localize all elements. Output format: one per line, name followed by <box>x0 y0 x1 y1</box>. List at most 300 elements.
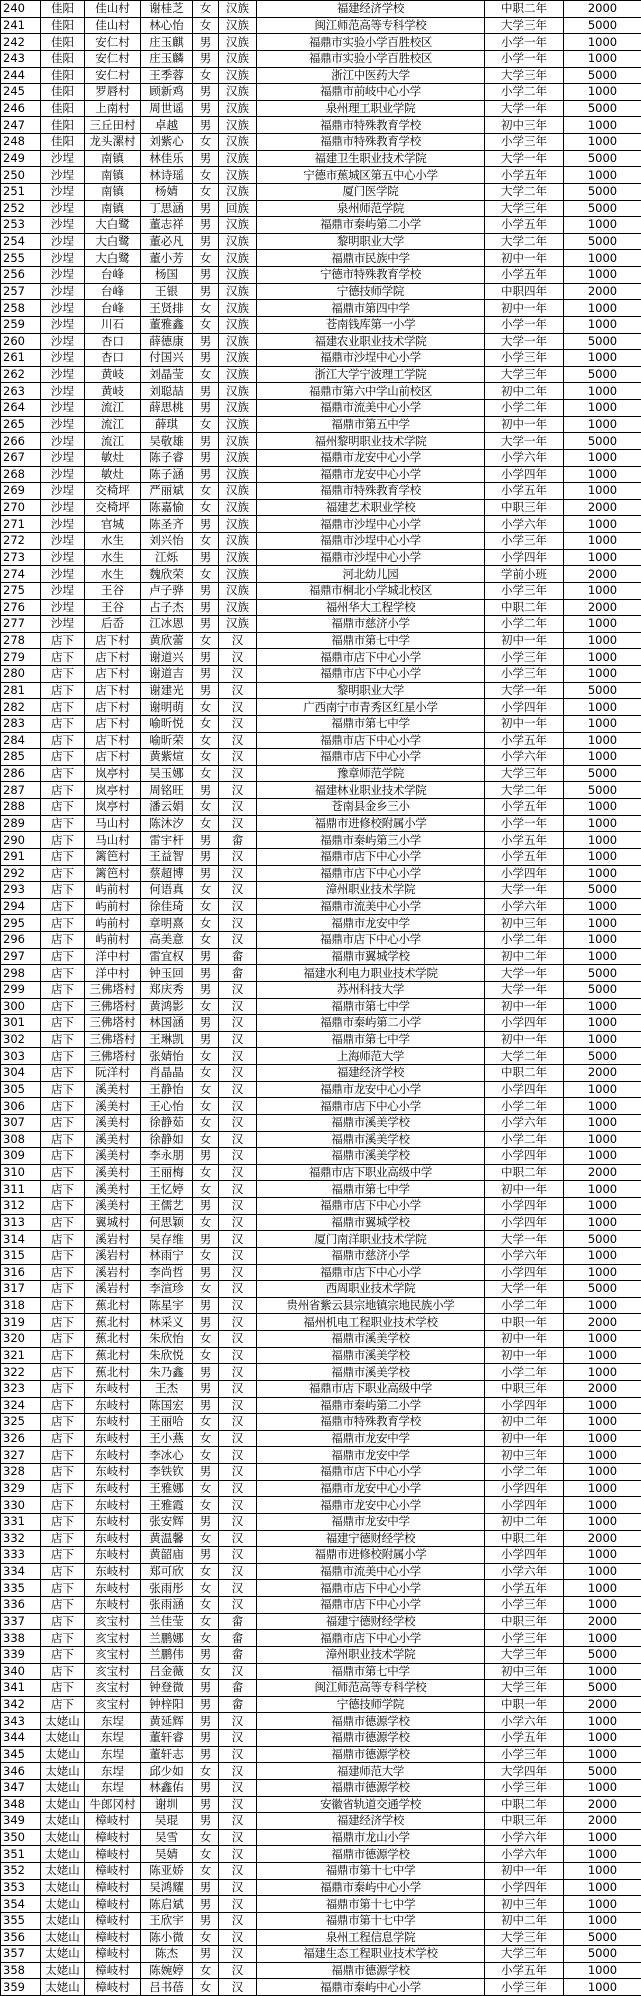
gender-cell: 女 <box>193 300 219 317</box>
row-number: 253 <box>1 217 41 234</box>
amount-cell: 2000 <box>564 1530 641 1547</box>
table-row <box>1 599 641 616</box>
grade-cell: 初中一年 <box>485 998 564 1015</box>
gender-cell: 男 <box>193 1896 219 1913</box>
table-row <box>1 183 641 200</box>
amount-cell: 5000 <box>564 1231 641 1248</box>
gender-cell: 女 <box>193 1214 219 1231</box>
name-cell: 庄玉麒 <box>141 34 193 51</box>
name-cell: 陈子涵 <box>141 466 193 483</box>
village-cell: 蕉北村 <box>85 1331 141 1348</box>
grade-cell: 大学三年 <box>485 1929 564 1946</box>
amount-cell: 1000 <box>564 217 641 234</box>
ethnicity-cell: 汉族 <box>219 167 257 184</box>
amount-cell: 5000 <box>564 1680 641 1697</box>
row-number: 329 <box>1 1480 41 1497</box>
amount-cell: 1000 <box>564 1131 641 1148</box>
village-cell: 安仁村 <box>85 34 141 51</box>
grade-cell: 初中二年 <box>485 948 564 965</box>
table-row <box>1 1547 641 1564</box>
school-cell: 福鼎市龙安中学 <box>257 915 485 932</box>
town-cell: 太姥山 <box>41 1763 85 1780</box>
name-cell: 董志祥 <box>141 217 193 234</box>
village-cell: 亥宝村 <box>85 1613 141 1630</box>
town-cell: 佳阳 <box>41 34 85 51</box>
gender-cell: 女 <box>193 416 219 433</box>
gender-cell: 男 <box>193 1380 219 1397</box>
grade-cell: 中职三年 <box>485 499 564 516</box>
grade-cell: 初中三年 <box>485 1896 564 1913</box>
row-number: 325 <box>1 1414 41 1431</box>
village-cell: 翼城村 <box>85 1214 141 1231</box>
town-cell: 店下 <box>41 1297 85 1314</box>
gender-cell: 男 <box>193 682 219 699</box>
town-cell: 店下 <box>41 799 85 816</box>
table-row <box>1 1331 641 1348</box>
amount-cell: 5000 <box>564 366 641 383</box>
grade-cell: 大学三年 <box>485 765 564 782</box>
gender-cell: 女 <box>193 499 219 516</box>
village-cell: 店下村 <box>85 699 141 716</box>
grade-cell: 初中三年 <box>485 117 564 134</box>
row-number: 353 <box>1 1879 41 1896</box>
town-cell: 店下 <box>41 1164 85 1181</box>
row-number: 303 <box>1 1048 41 1065</box>
table-row <box>1 932 641 949</box>
grade-cell: 大学二年 <box>485 183 564 200</box>
name-cell: 林心怡 <box>141 17 193 34</box>
grade-cell: 小学五年 <box>485 1580 564 1597</box>
table-row <box>1 1464 641 1481</box>
table-row <box>1 1148 641 1165</box>
name-cell: 林雨宁 <box>141 1247 193 1264</box>
grade-cell: 小学四年 <box>485 466 564 483</box>
name-cell: 何语真 <box>141 882 193 899</box>
table-row <box>1 1746 641 1763</box>
village-cell: 东岐村 <box>85 1447 141 1464</box>
school-cell: 豫章师范学院 <box>257 765 485 782</box>
table-row <box>1 1347 641 1364</box>
ethnicity-cell: 汉 <box>219 1447 257 1464</box>
town-cell: 店下 <box>41 1646 85 1663</box>
ethnicity-cell: 汉 <box>219 898 257 915</box>
grade-cell: 大学一年 <box>485 682 564 699</box>
school-cell: 福鼎市桐北小学城北校区 <box>257 582 485 599</box>
row-number: 296 <box>1 932 41 949</box>
village-cell: 亥宝村 <box>85 1696 141 1713</box>
gender-cell: 女 <box>193 1098 219 1115</box>
gender-cell: 男 <box>193 1680 219 1697</box>
village-cell: 佳山村 <box>85 17 141 34</box>
village-cell: 黄岐 <box>85 383 141 400</box>
table-row <box>1 1613 641 1630</box>
name-cell: 丁思涵 <box>141 200 193 217</box>
school-cell: 黎明职业大学 <box>257 233 485 250</box>
school-cell: 浙江中医药大学 <box>257 67 485 84</box>
gender-cell: 女 <box>193 715 219 732</box>
school-cell: 福鼎市沙埕中心小学 <box>257 516 485 533</box>
village-cell: 杏口 <box>85 350 141 367</box>
grade-cell: 小学二年 <box>485 1464 564 1481</box>
table-row <box>1 283 641 300</box>
gender-cell: 男 <box>193 649 219 666</box>
school-cell: 福鼎市第七中学 <box>257 632 485 649</box>
ethnicity-cell: 汉族 <box>219 566 257 583</box>
gender-cell: 女 <box>193 1414 219 1431</box>
table-row <box>1 1563 641 1580</box>
town-cell: 店下 <box>41 1580 85 1597</box>
row-number: 264 <box>1 400 41 417</box>
village-cell: 樟岐村 <box>85 1946 141 1963</box>
row-number: 260 <box>1 333 41 350</box>
village-cell: 溪美村 <box>85 1081 141 1098</box>
ethnicity-cell: 汉 <box>219 865 257 882</box>
gender-cell: 男 <box>193 616 219 633</box>
name-cell: 陈启斌 <box>141 1896 193 1913</box>
name-cell: 谢建光 <box>141 682 193 699</box>
gender-cell: 女 <box>193 882 219 899</box>
town-cell: 店下 <box>41 1031 85 1048</box>
village-cell: 官城 <box>85 516 141 533</box>
ethnicity-cell: 汉 <box>219 1912 257 1929</box>
table-row <box>1 1181 641 1198</box>
town-cell: 店下 <box>41 1464 85 1481</box>
village-cell: 马山村 <box>85 815 141 832</box>
row-number: 345 <box>1 1746 41 1763</box>
village-cell: 流江 <box>85 400 141 417</box>
grade-cell: 小学二年 <box>485 1297 564 1314</box>
village-cell: 篱笆村 <box>85 865 141 882</box>
village-cell: 水生 <box>85 566 141 583</box>
table-row <box>1 749 641 766</box>
school-cell: 福鼎市秦屿第二小学 <box>257 217 485 234</box>
village-cell: 东埕 <box>85 1763 141 1780</box>
ethnicity-cell: 汉 <box>219 1214 257 1231</box>
grade-cell: 中职二年 <box>485 1530 564 1547</box>
ethnicity-cell: 畲 <box>219 965 257 982</box>
amount-cell: 5000 <box>564 965 641 982</box>
town-cell: 佳阳 <box>41 17 85 34</box>
school-cell: 福鼎市翼城学校 <box>257 1214 485 1231</box>
gender-cell: 男 <box>193 433 219 450</box>
amount-cell: 5000 <box>564 100 641 117</box>
school-cell: 福鼎市第十七中学 <box>257 1896 485 1913</box>
table-row <box>1 1680 641 1697</box>
amount-cell: 1000 <box>564 50 641 67</box>
town-cell: 店下 <box>41 1397 85 1414</box>
village-cell: 店下村 <box>85 715 141 732</box>
name-cell: 邱少如 <box>141 1763 193 1780</box>
name-cell: 王静怡 <box>141 1081 193 1098</box>
row-number: 316 <box>1 1264 41 1281</box>
town-cell: 店下 <box>41 1447 85 1464</box>
table-row <box>1 1214 641 1231</box>
gender-cell: 女 <box>193 1065 219 1082</box>
grade-cell: 小学一年 <box>485 34 564 51</box>
grade-cell: 小学四年 <box>485 549 564 566</box>
amount-cell: 1000 <box>564 1347 641 1364</box>
gender-cell: 男 <box>193 516 219 533</box>
ethnicity-cell: 汉族 <box>219 366 257 383</box>
amount-cell: 1000 <box>564 1148 641 1165</box>
grade-cell: 小学六年 <box>485 1713 564 1730</box>
table-row <box>1 898 641 915</box>
grade-cell: 大学二年 <box>485 1048 564 1065</box>
ethnicity-cell: 汉族 <box>219 449 257 466</box>
gender-cell: 男 <box>193 466 219 483</box>
name-cell: 徐静茹 <box>141 1114 193 1131</box>
gender-cell: 女 <box>193 1630 219 1647</box>
town-cell: 店下 <box>41 1696 85 1713</box>
row-number: 265 <box>1 416 41 433</box>
town-cell: 佳阳 <box>41 67 85 84</box>
name-cell: 钟登微 <box>141 1680 193 1697</box>
gender-cell: 女 <box>193 1 219 18</box>
grade-cell: 大学一年 <box>485 882 564 899</box>
amount-cell: 5000 <box>564 765 641 782</box>
table-row <box>1 1430 641 1447</box>
school-cell: 福鼎市沙埕中心小学 <box>257 533 485 550</box>
ethnicity-cell: 汉 <box>219 1231 257 1248</box>
gender-cell: 女 <box>193 316 219 333</box>
row-number: 356 <box>1 1929 41 1946</box>
gender-cell: 女 <box>193 1480 219 1497</box>
school-cell: 福鼎市德源学校 <box>257 1730 485 1747</box>
village-cell: 溪岩村 <box>85 1264 141 1281</box>
gender-cell: 男 <box>193 383 219 400</box>
grade-cell: 中职四年 <box>485 283 564 300</box>
ethnicity-cell: 汉 <box>219 815 257 832</box>
town-cell: 店下 <box>41 948 85 965</box>
gender-cell: 男 <box>193 1796 219 1813</box>
town-cell: 佳阳 <box>41 50 85 67</box>
table-row <box>1 1480 641 1497</box>
row-number: 324 <box>1 1397 41 1414</box>
town-cell: 店下 <box>41 882 85 899</box>
village-cell: 亥宝村 <box>85 1646 141 1663</box>
village-cell: 东岐村 <box>85 1513 141 1530</box>
grade-cell: 大学二年 <box>485 233 564 250</box>
village-cell: 三佛塔村 <box>85 1031 141 1048</box>
school-cell: 福鼎市店下职业高级中学 <box>257 1164 485 1181</box>
table-row <box>1 416 641 433</box>
gender-cell: 女 <box>193 1497 219 1514</box>
row-number: 263 <box>1 383 41 400</box>
name-cell: 顾新鸡 <box>141 84 193 101</box>
ethnicity-cell: 汉 <box>219 1148 257 1165</box>
school-cell: 福建水利电力职业技术学院 <box>257 965 485 982</box>
table-row <box>1 134 641 151</box>
town-cell: 沙埕 <box>41 549 85 566</box>
gender-cell: 女 <box>193 632 219 649</box>
grade-cell: 初中一年 <box>485 1863 564 1880</box>
row-number: 257 <box>1 283 41 300</box>
amount-cell: 1000 <box>564 466 641 483</box>
gender-cell: 男 <box>193 1314 219 1331</box>
gender-cell: 女 <box>193 533 219 550</box>
ethnicity-cell: 汉 <box>219 882 257 899</box>
gender-cell: 男 <box>193 1264 219 1281</box>
school-cell: 闽江师范高等专科学校 <box>257 17 485 34</box>
village-cell: 蕉北村 <box>85 1314 141 1331</box>
row-number: 306 <box>1 1098 41 1115</box>
school-cell: 福鼎市第四中学 <box>257 300 485 317</box>
table-row <box>1 1896 641 1913</box>
gender-cell: 女 <box>193 898 219 915</box>
village-cell: 东岐村 <box>85 1414 141 1431</box>
grade-cell: 小学六年 <box>485 898 564 915</box>
name-cell: 郑庆秀 <box>141 981 193 998</box>
school-cell: 福鼎市沙埕中心小学 <box>257 549 485 566</box>
town-cell: 沙埕 <box>41 466 85 483</box>
ethnicity-cell: 汉 <box>219 749 257 766</box>
school-cell: 福鼎市店下中心小学 <box>257 1597 485 1614</box>
gender-cell: 男 <box>193 1879 219 1896</box>
name-cell: 谢明萌 <box>141 699 193 716</box>
amount-cell: 5000 <box>564 882 641 899</box>
row-number: 246 <box>1 100 41 117</box>
village-cell: 安仁村 <box>85 67 141 84</box>
row-number: 283 <box>1 715 41 732</box>
name-cell: 吴琨 <box>141 1813 193 1830</box>
town-cell: 店下 <box>41 1098 85 1115</box>
amount-cell: 1000 <box>564 1397 641 1414</box>
grade-cell: 初中三年 <box>485 1447 564 1464</box>
table-row <box>1 1912 641 1929</box>
grade-cell: 初中一年 <box>485 416 564 433</box>
gender-cell: 女 <box>193 1181 219 1198</box>
name-cell: 杨国 <box>141 267 193 284</box>
table-row <box>1 34 641 51</box>
amount-cell: 1000 <box>564 815 641 832</box>
name-cell: 董轩睿 <box>141 1730 193 1747</box>
amount-cell: 1000 <box>564 1962 641 1979</box>
table-row <box>1 167 641 184</box>
school-cell: 福鼎市店下中心小学 <box>257 1630 485 1647</box>
ethnicity-cell: 汉 <box>219 715 257 732</box>
grade-cell: 小学三年 <box>485 1630 564 1647</box>
ethnicity-cell: 汉 <box>219 1962 257 1979</box>
amount-cell: 1000 <box>564 1896 641 1913</box>
gender-cell: 女 <box>193 1347 219 1364</box>
name-cell: 何思颖 <box>141 1214 193 1231</box>
ethnicity-cell: 汉族 <box>219 134 257 151</box>
gender-cell: 男 <box>193 1779 219 1796</box>
gender-cell: 女 <box>193 566 219 583</box>
gender-cell: 女 <box>193 1763 219 1780</box>
town-cell: 沙埕 <box>41 250 85 267</box>
town-cell: 太姥山 <box>41 1730 85 1747</box>
amount-cell: 1000 <box>564 1513 641 1530</box>
row-number: 304 <box>1 1065 41 1082</box>
gender-cell: 女 <box>193 1580 219 1597</box>
town-cell: 店下 <box>41 1613 85 1630</box>
name-cell: 雷宇杆 <box>141 832 193 849</box>
table-row <box>1 915 641 932</box>
school-cell: 福鼎市第七中学 <box>257 1031 485 1048</box>
amount-cell: 2000 <box>564 599 641 616</box>
school-cell: 福鼎市店下职业高级中学 <box>257 1380 485 1397</box>
ethnicity-cell: 汉族 <box>219 50 257 67</box>
amount-cell: 1000 <box>564 1713 641 1730</box>
table-row <box>1 533 641 550</box>
school-cell: 广西南宁市青秀区红星小学 <box>257 699 485 716</box>
gender-cell: 男 <box>193 1148 219 1165</box>
row-number: 278 <box>1 632 41 649</box>
amount-cell: 1000 <box>564 1879 641 1896</box>
town-cell: 太姥山 <box>41 1829 85 1846</box>
grade-cell: 小学六年 <box>485 449 564 466</box>
grade-cell: 小学六年 <box>485 1846 564 1863</box>
village-cell: 东岐村 <box>85 1497 141 1514</box>
grade-cell: 小学二年 <box>485 932 564 949</box>
name-cell: 江烁 <box>141 549 193 566</box>
name-cell: 朱乃鑫 <box>141 1364 193 1381</box>
ethnicity-cell: 汉族 <box>219 333 257 350</box>
village-cell: 三佛塔村 <box>85 1048 141 1065</box>
amount-cell: 1000 <box>564 1464 641 1481</box>
row-number: 310 <box>1 1164 41 1181</box>
town-cell: 佳阳 <box>41 100 85 117</box>
amount-cell: 5000 <box>564 67 641 84</box>
ethnicity-cell: 汉 <box>219 1198 257 1215</box>
table-row <box>1 350 641 367</box>
village-cell: 大白鹭 <box>85 250 141 267</box>
grade-cell: 小学三年 <box>485 1979 564 1996</box>
row-number: 317 <box>1 1281 41 1298</box>
gender-cell: 男 <box>193 1198 219 1215</box>
town-cell: 太姥山 <box>41 1863 85 1880</box>
name-cell: 谢道兴 <box>141 649 193 666</box>
school-cell: 河北幼儿园 <box>257 566 485 583</box>
town-cell: 店下 <box>41 1530 85 1547</box>
town-cell: 店下 <box>41 666 85 683</box>
row-number: 336 <box>1 1597 41 1614</box>
amount-cell: 1000 <box>564 1580 641 1597</box>
ethnicity-cell: 汉族 <box>219 499 257 516</box>
name-cell: 章明熹 <box>141 915 193 932</box>
row-number: 251 <box>1 183 41 200</box>
amount-cell: 2000 <box>564 1696 641 1713</box>
name-cell: 陈星宇 <box>141 1297 193 1314</box>
school-cell: 福鼎市店下中心小学 <box>257 865 485 882</box>
village-cell: 屿前村 <box>85 932 141 949</box>
amount-cell: 1000 <box>564 832 641 849</box>
town-cell: 店下 <box>41 649 85 666</box>
grade-cell: 小学二年 <box>485 1131 564 1148</box>
ethnicity-cell: 汉 <box>219 1364 257 1381</box>
name-cell: 王雅霞 <box>141 1497 193 1514</box>
town-cell: 沙埕 <box>41 333 85 350</box>
name-cell: 林佳乐 <box>141 150 193 167</box>
school-cell: 福鼎市店下中心小学 <box>257 1198 485 1215</box>
town-cell: 店下 <box>41 915 85 932</box>
table-row <box>1 1630 641 1647</box>
table-row <box>1 267 641 284</box>
ethnicity-cell: 汉 <box>219 1730 257 1747</box>
table-row <box>1 1397 641 1414</box>
gender-cell: 女 <box>193 483 219 500</box>
grade-cell: 小学四年 <box>485 1148 564 1165</box>
school-cell: 福鼎市溪美学校 <box>257 1331 485 1348</box>
row-number: 267 <box>1 449 41 466</box>
amount-cell: 1000 <box>564 582 641 599</box>
table-row <box>1 616 641 633</box>
town-cell: 佳阳 <box>41 1 85 18</box>
amount-cell: 1000 <box>564 1746 641 1763</box>
table-row <box>1 300 641 317</box>
ethnicity-cell: 畲 <box>219 1630 257 1647</box>
